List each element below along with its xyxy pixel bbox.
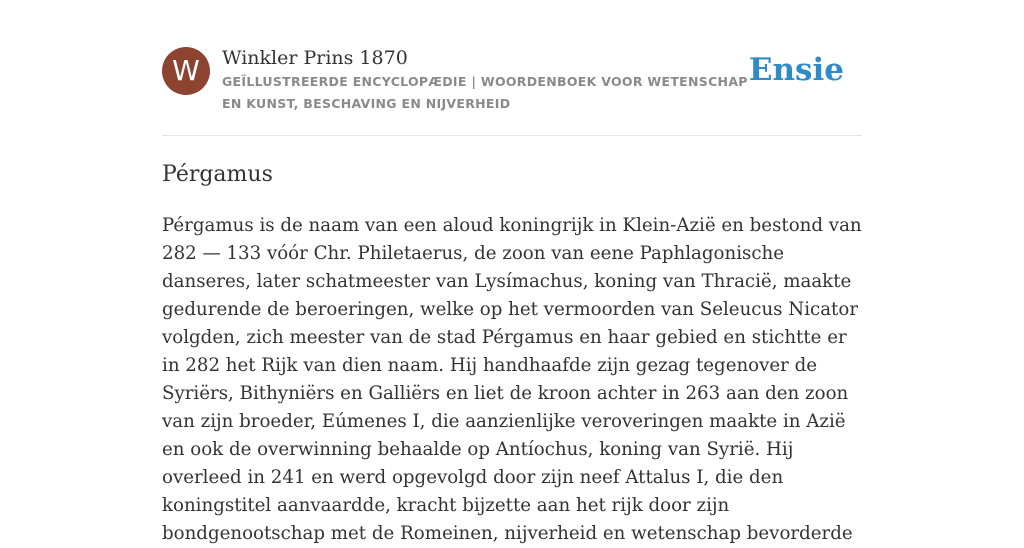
header	[162, 0, 862, 136]
brand-logo-link[interactable]: Ensie	[748, 52, 844, 88]
page-container	[162, 0, 862, 544]
book-title[interactable]: Winkler Prins 1870	[222, 47, 408, 69]
article-body: Pérgamus is de naam van een aloud koningrijk in Klein-Azië en bestond van 282 — 133 vóór Chr. Philetaerus, de zoon van eene Paphlagonische danseres, later schatmeester van Lysímachus, koning van Thracië, maakte gedurende de beroeringen, welke op het vermoorden van Seleucus Nicator volgden, zich meester van de stad Pérgamus en haar gebied en stichtte er in 282 het Rijk van dien naam. Hij handhaafde zijn gezag tegenover de Syriërs, Bithyniërs en Galliërs en liet de kroon achter in 263 aan den zoon van zijn broeder, Eúmenes I, die aanzienlijke veroveringen maakte in Azië en ook de overwinning behaalde op Antíochus, koning van Syrië. Hij overleed in 241 en werd opgevolgd door zijn neef Attalus I, die den koningstitel aanvaardde, kracht bijzette aan het rijk door zijn bondgenootschap met de Romeinen, nijverheid en wetenschap bevorderde	[162, 215, 862, 544]
avatar[interactable]: W	[162, 47, 210, 95]
article-title: Pérgamus	[162, 162, 273, 187]
book-subtitle: GEÏLLUSTREERDE ENCYCLOPÆDIE | WOORDENBOEK VOOR WETENSCHAP EN KUNST, BESCHAVING EN NIJVERHEID	[222, 74, 748, 111]
